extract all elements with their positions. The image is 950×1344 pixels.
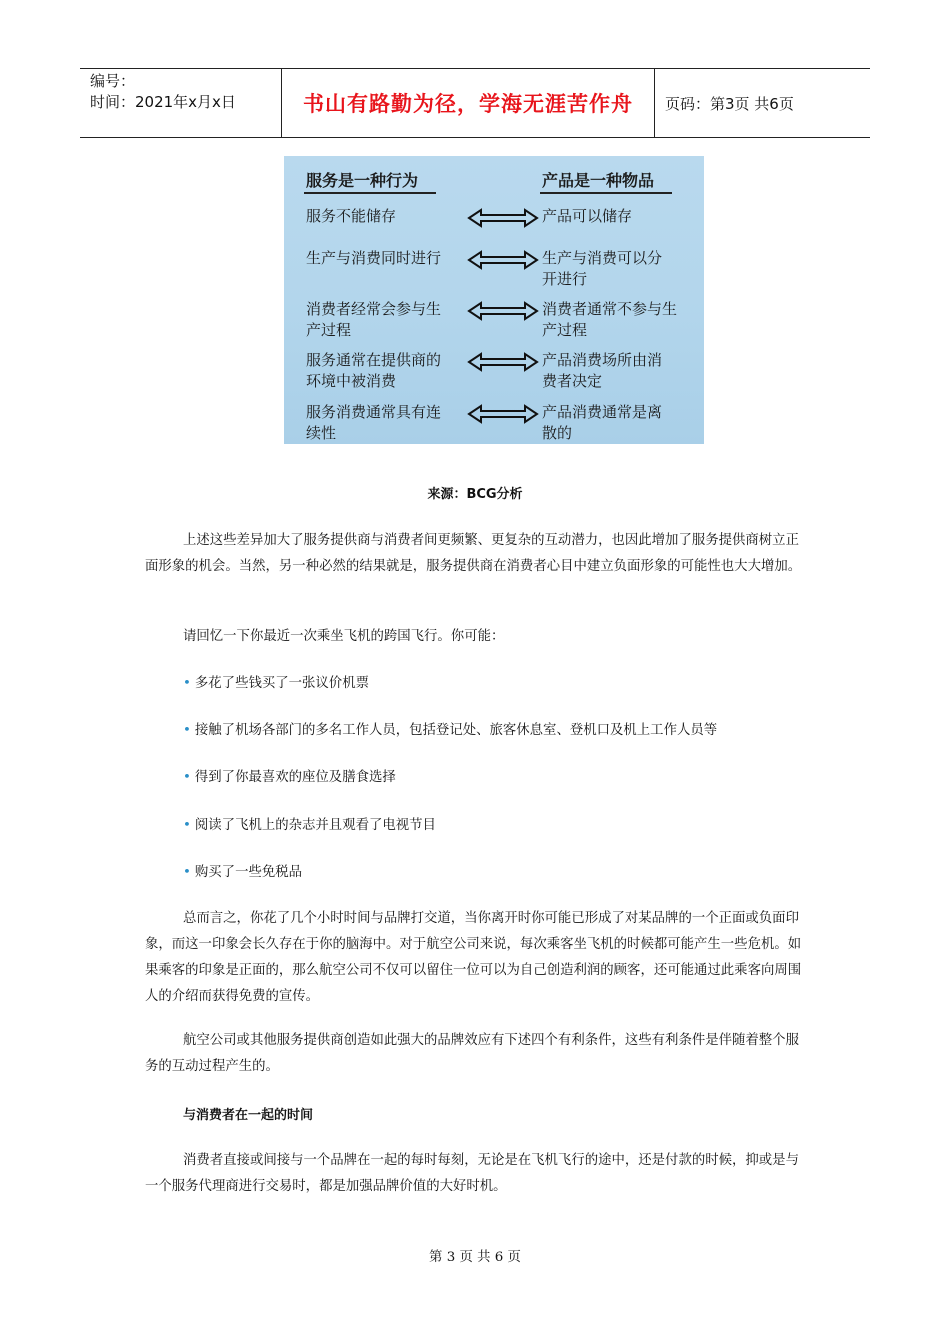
double-arrow-icon (467, 352, 539, 372)
bullet-icon: • (183, 676, 191, 691)
figure-row (284, 248, 704, 292)
figure-row (284, 402, 704, 446)
figure-row-right: 产品消费场所由消费者决定 (542, 351, 663, 390)
document-date-label: 时间：2021年x月x日 (90, 93, 236, 111)
figure-row-left: 服务消费通常具有连续性 (306, 403, 442, 442)
figure-caption: 来源：BCG分析 (427, 487, 523, 502)
figure-row (284, 299, 704, 343)
paragraph: 航空公司或其他服务提供商创造如此强大的品牌效应有下述四个有利条件，这些有利条件是伴随着整个服务的互动过程产生的。 (145, 1033, 799, 1074)
list-item (183, 765, 396, 791)
figure-row-left: 生产与消费同时进行 (306, 249, 442, 267)
paragraph: 消费者直接或间接与一个品牌在一起的每时每刻，无论是在飞机飞行的途中，还是付款的时候，抑或是与一个服务代理商进行交易时，都是加强品牌价值的大好时机。 (145, 1153, 799, 1194)
figure-row-right: 消费者通常不参与生产过程 (542, 300, 678, 339)
list-item (183, 860, 302, 886)
list-item (183, 718, 717, 744)
list-item-text: 购买了一些免税品 (194, 865, 303, 880)
figure-row-left: 服务不能储存 (306, 207, 397, 225)
figure-row (284, 206, 704, 250)
list-item-text: 接触了机场各部门的多名工作人员，包括登记处、旅客休息室、登机口及机上工作人员等 (194, 723, 718, 738)
bullet-icon: • (183, 818, 191, 833)
figure-row-right: 生产与消费可以分开进行 (542, 249, 663, 288)
figure-left-heading: 服务是一种行为 (306, 171, 419, 190)
figure-row-left: 服务通常在提供商的环境中被消费 (306, 351, 442, 390)
bullet-icon: • (183, 770, 191, 785)
list-item-text: 阅读了飞机上的杂志并且观看了电视节目 (194, 818, 436, 833)
figure-row-left: 消费者经常会参与生产过程 (306, 300, 442, 339)
figure-right-rule (540, 192, 672, 194)
double-arrow-icon (467, 404, 539, 424)
figure-right-heading: 产品是一种物品 (542, 171, 655, 190)
bullet-icon: • (183, 865, 191, 880)
figure-row-right: 产品消费通常是离散的 (542, 403, 663, 442)
paragraph: 请回忆一下你最近一次乘坐飞机的跨国飞行。你可能： (183, 629, 505, 644)
list-item-text: 得到了你最喜欢的座位及膳食选择 (194, 770, 396, 785)
header-meta (80, 69, 282, 137)
header-page-label: 页码：第3页 共6页 (665, 94, 794, 113)
page-header (80, 68, 870, 138)
service-vs-product-figure (284, 156, 704, 444)
double-arrow-icon (467, 301, 539, 321)
figure-row (284, 350, 704, 394)
bullet-icon: • (183, 723, 191, 738)
header-motto: 书山有路勤为径，学海无涯苦作舟 (282, 69, 655, 137)
figure-row-right: 产品可以储存 (542, 207, 633, 225)
paragraph: 上述这些差异加大了服务提供商与消费者间更频繁、更复杂的互动潜力，也因此增加了服务提供商树立正面形象的机会。当然，另一种必然的结果就是，服务提供商在消费者心目中建立负面形象的可能性也大大增加。 (145, 533, 802, 574)
list-item-text: 多花了些钱买了一张议价机票 (194, 676, 369, 691)
page-footer: 第 3 页 共 6 页 (429, 1250, 521, 1265)
paragraph: 总而言之，你花了几个小时时间与品牌打交道，当你离开时你可能已形成了对某品牌的一个正面或负面印象，而这一印象会长久存在于你的脑海中。对于航空公司来说，每次乘客坐飞机的时候都可能产生一些危机。如果乘客的印象是正面的，那么航空公司不仅可以留住一位可以为自己创造利润的顾客，还可能通过此乘客向周围人的介绍而获得免费的宣传。 (145, 911, 802, 1004)
list-item (183, 813, 436, 839)
section-heading: 与消费者在一起的时间 (183, 1108, 314, 1123)
double-arrow-icon (467, 208, 539, 228)
double-arrow-icon (467, 250, 539, 270)
figure-left-rule (304, 192, 436, 194)
document-number-label: 编号： (90, 72, 136, 90)
list-item (183, 671, 369, 697)
